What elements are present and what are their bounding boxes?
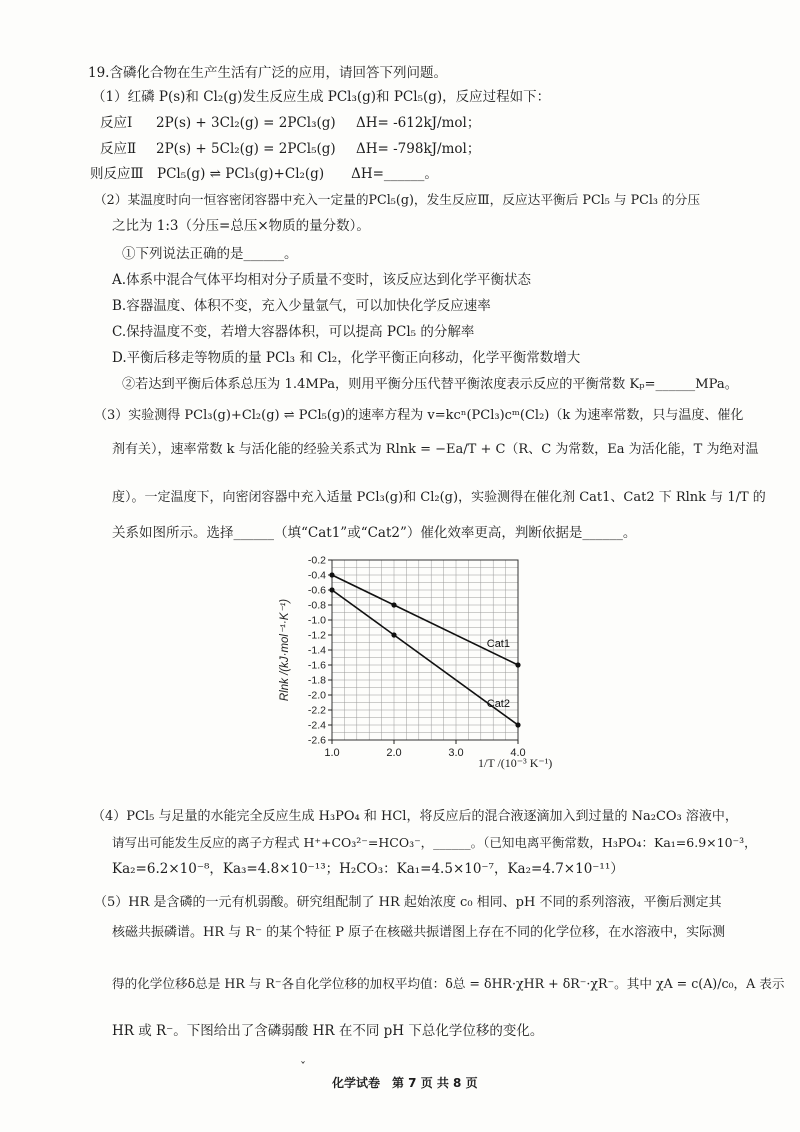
y-tick-label: -2.2 — [307, 704, 326, 717]
series-label-cat1: Cat1 — [486, 638, 510, 650]
part5-line1: （5）HR 是含磷的一元有机弱酸。研究组配制了 HR 起始浓度 c₀ 相同、pH 不同的系列溶液，平衡后测定其 — [94, 895, 722, 910]
reaction1-label: 反应Ⅰ — [100, 115, 133, 131]
option-a: A.体系中混合气体平均相对分子质量不变时，该反应达到化学平衡状态 — [112, 272, 532, 288]
part3-line2: 剂有关），速率常数 k 与活化能的经验关系式为 Rlnk = −Ea/T + C（R、C 为常数，Ea 为活化能，T 为绝对温 — [112, 442, 759, 457]
option-b: B.容器温度、体积不变，充入少量氩气，可以加快化学反应速率 — [112, 298, 491, 314]
y-tick-label: -1.0 — [307, 614, 326, 627]
part3-line4: 关系如图所示。选择______（填“Cat1”或“Cat2”）催化效率更高，判断依据是______。 — [112, 525, 637, 541]
reaction1-equation: 2P(s) + 3Cl₂(g) = 2PCl₃(g) — [156, 115, 336, 131]
part3-line3: 度）。一定温度下，向密闭容器中充入适量 PCl₃(g)和 Cl₂(g)，实验测得在催化剂 Cat1、Cat2 下 Rlnk 与 1/T 的 — [112, 490, 766, 505]
part2-question2: ②若达到平衡后体系总压为 1.4MPa，则用平衡分压代替平衡浓度表示反应的平衡常数 Kₚ=______MPa。 — [122, 377, 738, 392]
x-tick-label: 2.0 — [386, 747, 402, 759]
data-point-cat2 — [391, 632, 396, 637]
question-title: 19.含磷化合物在生产生活有广泛的应用，请回答下列问题。 — [88, 65, 447, 81]
footer-mark: ˇ — [300, 1060, 306, 1074]
part4-line1: （4）PCl₅ 与足量的水能完全反应生成 H₃PO₄ 和 HCl，将反应后的混合液逐滴加入到过量的 Na₂CO₃ 溶液中， — [92, 809, 738, 824]
x-tick-label: 3.0 — [448, 747, 464, 759]
part5-line2: 核磁共振磷谱。HR 与 R⁻ 的某个特征 P 原子在核磁共振谱图上存在不同的化学位移，在水溶液中，实际测 — [112, 925, 726, 940]
y-tick-label: -1.6 — [307, 659, 326, 672]
data-point-cat1 — [329, 572, 334, 577]
chart-grid — [332, 560, 518, 740]
data-point-cat2 — [515, 722, 520, 727]
part2-question1: ①下列说法正确的是______。 — [122, 246, 298, 262]
part2-intro-a: （2）某温度时向一恒容密闭容器中充入一定量的PCl₅(g)，发生反应Ⅲ，反应达平衡后 PCl₅ 与 PCl₃ 的分压 — [94, 192, 701, 207]
part5-line4: HR 或 R⁻。下图给出了含磷弱酸 HR 在不同 pH 下总化学位移的变化。 — [112, 1023, 544, 1039]
data-point-cat1 — [515, 662, 520, 667]
y-tick-label: -1.4 — [307, 644, 326, 657]
option-c: C.保持温度不变，若增大容器体积，可以提高 PCl₅ 的分解率 — [112, 324, 475, 340]
part5-line3: 得的化学位移δ总是 HR 与 R⁻各自化学位移的加权平均值：δ总 = δHR·χHR + δR⁻·χR⁻。其中 χA = c(A)/c₀，A 表示 — [112, 976, 785, 991]
chart-y-axis-label: Rlnk /(kJ·mol⁻¹·K⁻¹) — [279, 598, 291, 702]
part2-intro-b: 之比为 1:3（分压=总压×物质的量分数）。 — [112, 218, 370, 234]
y-tick-label: -0.6 — [307, 584, 326, 597]
y-tick-label: -2.6 — [307, 734, 326, 747]
option-d: D.平衡后移走等物质的量 PCl₃ 和 Cl₂，化学平衡正向移动，化学平衡常数增大 — [112, 350, 581, 366]
y-tick-label: -0.2 — [307, 554, 326, 567]
y-tick-label: -1.2 — [307, 629, 326, 642]
data-point-cat1 — [391, 602, 396, 607]
part4-line3: Ka₂=6.2×10⁻⁸，Ka₃=4.8×10⁻¹³；H₂CO₃：Ka₁=4.5×10⁻⁷，Ka₂=4.7×10⁻¹¹） — [112, 861, 624, 877]
x-tick-label: 1.0 — [324, 747, 340, 759]
chart-x-axis-label: 1/T /(10⁻³ K⁻¹) — [478, 756, 553, 770]
part1-intro: （1）红磷 P(s)和 Cl₂(g)发生反应生成 PCl₃(g)和 PCl₅(g)，反应过程如下： — [92, 89, 551, 105]
part3-line1: （3）实验测得 PCl₃(g)+Cl₂(g) ⇌ PCl₅(g)的速率方程为 v=kcⁿ(PCl₃)cᵐ(Cl₂)（k 为速率常数，只与温度、催化 — [94, 408, 744, 423]
reaction2-label: 反应Ⅱ — [100, 141, 137, 157]
y-tick-label: -1.8 — [307, 674, 326, 687]
series-label-cat2: Cat2 — [486, 698, 510, 710]
y-tick-label: -2.0 — [307, 689, 326, 702]
part4-line2: 请写出可能发生反应的离子方程式 H⁺+CO₃²⁻=HCO₃⁻，______。（已知电离平衡常数，H₃PO₄：Ka₁=6.9×10⁻³， — [112, 835, 757, 850]
y-tick-label: -2.4 — [307, 719, 326, 732]
y-tick-label: -0.4 — [307, 569, 326, 582]
reaction1-enthalpy: ΔH= -612kJ/mol； — [356, 115, 481, 131]
reaction2-enthalpy: ΔH= -798kJ/mol； — [356, 141, 481, 157]
data-point-cat2 — [329, 587, 334, 592]
x-tick-label: 4.0 — [510, 747, 526, 759]
y-tick-label: -0.8 — [307, 599, 326, 612]
reaction3-line: 则反应Ⅲ PCl₅(g) ⇌ PCl₃(g)+Cl₂(g) ΔH=______。 — [90, 166, 438, 182]
footer-page-info: 化学试卷 第 7 页 共 8 页 — [332, 1076, 478, 1090]
reaction2-equation: 2P(s) + 5Cl₂(g) = 2PCl₅(g) — [156, 141, 336, 157]
